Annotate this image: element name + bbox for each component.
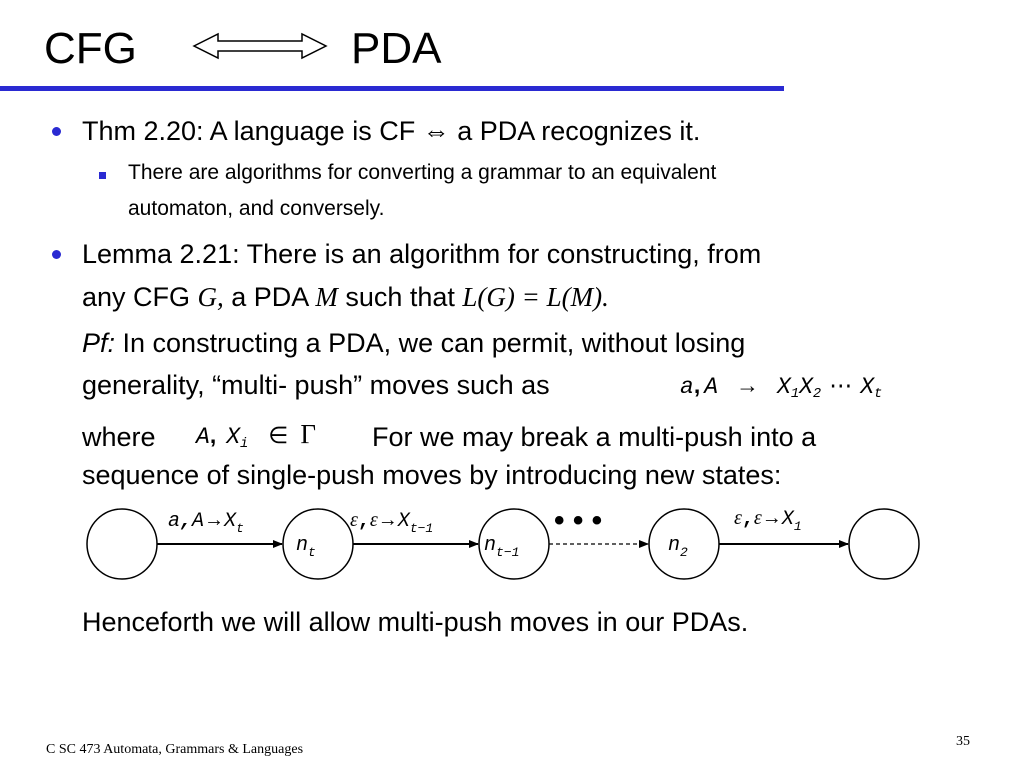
state-n-t bbox=[283, 509, 353, 579]
double-arrow-icon bbox=[190, 31, 330, 61]
footer-course: C SC 473 Automata, Grammars & Languages bbox=[46, 742, 304, 757]
bullet-dot bbox=[52, 127, 61, 136]
bullet-dot bbox=[52, 250, 61, 259]
lemma-line2: any CFG G, a PDA M such that L(G) = L(M). bbox=[82, 282, 609, 312]
sub-bullet-line2: automaton, and conversely. bbox=[128, 197, 385, 220]
proof-line3-rest: For we may break a multi-push into a bbox=[372, 422, 817, 452]
state-n-t-minus-1-label: $n_{t-1}$ bbox=[484, 534, 520, 560]
proof-line3-where: where bbox=[82, 422, 156, 452]
page-number: 35 bbox=[956, 734, 970, 749]
proof-line2: generality, “multi- push” moves such as bbox=[82, 370, 550, 400]
lemma-line1: Lemma 2.21: There is an algorithm for constructing, from bbox=[82, 239, 762, 269]
proof-line1: Pf: In constructing a PDA, we can permit, without losing bbox=[82, 328, 746, 358]
state-n-t-label: $n_t$ bbox=[296, 534, 316, 560]
ellipsis: • • • bbox=[554, 504, 603, 537]
state-end bbox=[849, 509, 919, 579]
multi-push-formula: a, $A \to X_1X_2$ ⋯ $X_t$ bbox=[680, 372, 883, 403]
bullet-square bbox=[99, 172, 106, 179]
edge-2-label: $\varepsilon,\varepsilon\to X_{t-1}$ bbox=[350, 509, 434, 536]
title-rule bbox=[0, 86, 784, 91]
edge-1-label: $a,A\to X_t$ bbox=[168, 509, 244, 536]
iff-icon: ⇔ bbox=[422, 116, 450, 146]
state-n-2-label: $n_2$ bbox=[668, 534, 688, 560]
state-start bbox=[87, 509, 157, 579]
conclusion-line: Henceforth we will allow multi-push moves in our PDAs. bbox=[82, 607, 749, 637]
state-n-2 bbox=[649, 509, 719, 579]
title-cfg: CFG bbox=[44, 24, 137, 73]
theorem-2-20: Thm 2.20: A language is CF ⇔ a PDA recognizes it. bbox=[82, 116, 701, 146]
where-formula: A, $X_i$ ∈ Γ bbox=[196, 419, 316, 453]
edge-4-label: $\varepsilon,\varepsilon\to X_1$ bbox=[734, 507, 802, 534]
sub-bullet-line1: There are algorithms for converting a grammar to an equivalent bbox=[128, 161, 717, 184]
multi-push-diagram bbox=[80, 500, 940, 600]
proof-line4: sequence of single-push moves by introducing new states: bbox=[82, 460, 782, 490]
title-pda: PDA bbox=[351, 24, 442, 73]
